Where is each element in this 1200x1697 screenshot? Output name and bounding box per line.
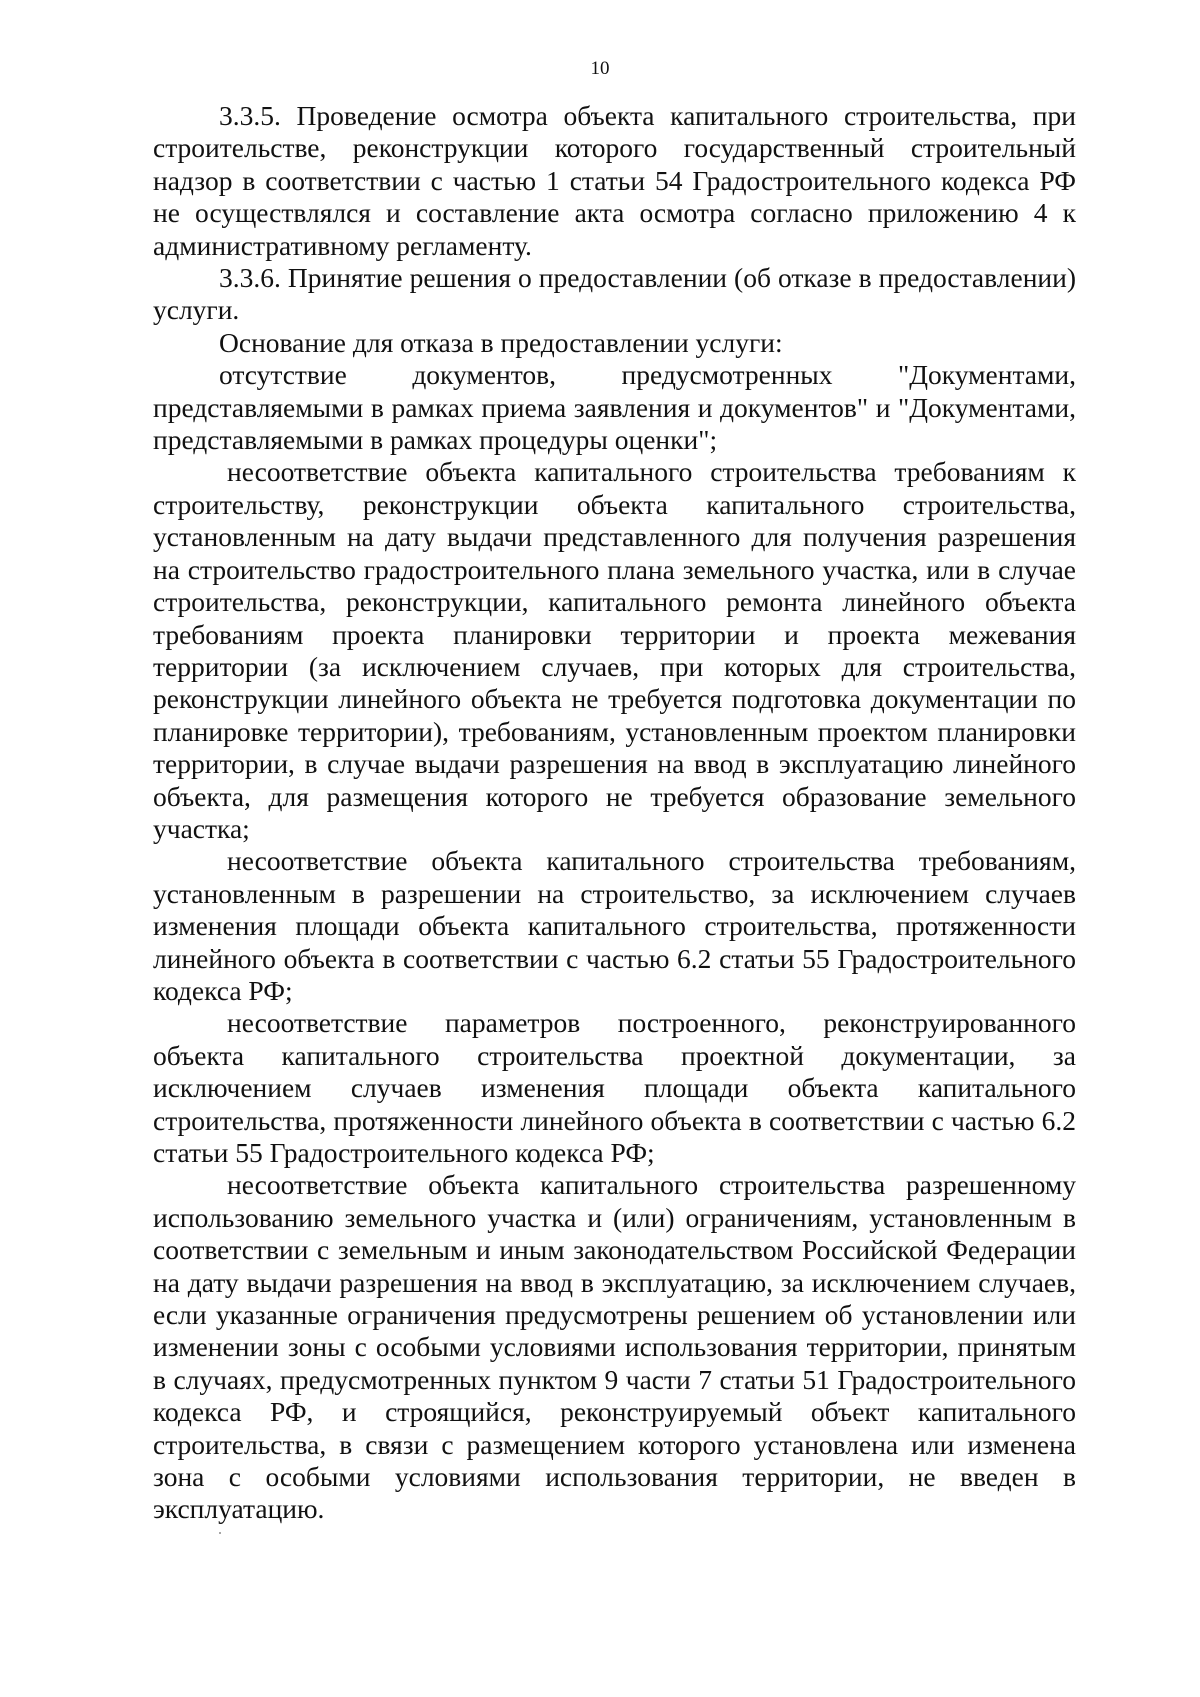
page-number: 10 bbox=[590, 58, 610, 79]
scan-speck bbox=[219, 1532, 221, 1534]
paragraph-3-3-6: 3.3.6. Принятие решения о предоставлении (об отказе в предоставлении) услуги. bbox=[153, 262, 1076, 326]
refusal-ground-urban-plan-mismatch: несоответствие объекта капитального строительства требованиям к строительству, реконструкции объекта капитального строительства, установленным на дату выдачи представленного для получения разрешения на строительство градостроительного плана земельного участка, или в случае строительства, реконструкции, капитального ремонта линейного объекта требованиям проекта планировки территории и проекта межевания территории (за исключением случаев, при которых для строительства, реконструкции линейного объекта не требуется подготовка документации по планировке территории), требованиям, установленным проектом планировки территории, в случае выдачи разрешения на ввод в эксплуатацию линейного объекта, для размещения которого не требуется образование земельного участка; bbox=[153, 456, 1076, 844]
document-body bbox=[153, 100, 1076, 1526]
refusal-ground-missing-documents: отсутствие документов, предусмотренных "Документами, представляемыми в рамках приема заявления и документов" и "Документами, представляемыми в рамках процедуры оценки"; bbox=[153, 359, 1076, 456]
refusal-ground-project-docs-mismatch: несоответствие параметров построенного, реконструированного объекта капитального строительства проектной документации, за исключением случаев изменения площади объекта капитального строительства, протяженности линейного объекта в соответствии с частью 6.2 статьи 55 Градостроительного кодекса РФ; bbox=[153, 1007, 1076, 1168]
refusal-ground-permit-mismatch: несоответствие объекта капитального строительства требованиям, установленным в разрешении на строительство, за исключением случаев изменения площади объекта капитального строительства, протяженности линейного объекта в соответствии с частью 6.2 статьи 55 Градостроительного кодекса РФ; bbox=[153, 845, 1076, 1006]
refusal-ground-land-use-mismatch: несоответствие объекта капитального строительства разрешенному использованию земельного участка и (или) ограничениям, установленным в соответствии с земельным и иным законодательством Российской Федерации на дату выдачи разрешения на ввод в эксплуатацию, за исключением случаев, если указанные ограничения предусмотрены решением об установлении или изменении зоны с особыми условиями использования территории, принятым в случаях, предусмотренных пунктом 9 части 7 статьи 51 Градостроительного кодекса РФ, и строящийся, реконструируемый объект капитального строительства, в связи с размещением которого установлена или изменена зона с особыми условиями использования территории, не введен в эксплуатацию. bbox=[153, 1169, 1076, 1525]
refusal-grounds-heading: Основание для отказа в предоставлении услуги: bbox=[219, 326, 783, 358]
paragraph-3-3-5: 3.3.5. Проведение осмотра объекта капитального строительства, при строительстве, реконструкции которого государственный строительный надзор в соответствии с частью 1 статьи 54 Градостроительного кодекса РФ не осуществлялся и составление акта осмотра согласно приложению 4 к административному регламенту. bbox=[153, 100, 1076, 261]
